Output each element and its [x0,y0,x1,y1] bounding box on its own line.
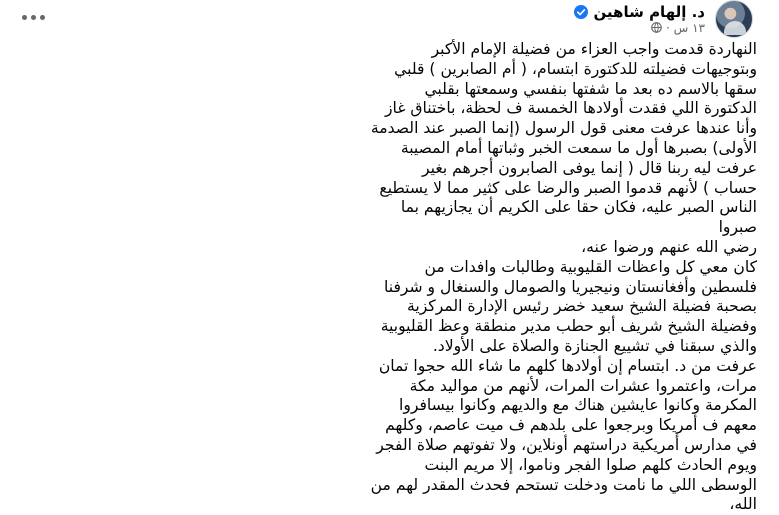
post-text [17,40,757,515]
globe-icon [651,22,662,33]
author-name[interactable]: د. إلهام شاهين [593,2,705,21]
post-text-line: عرفت من د. ابتسام إن أولادها كلهم ما شاء الله حجوا تمان [378,356,757,375]
post-time-row [574,21,705,35]
author-name-row [574,3,705,21]
post-text-line: في مدارس أمريكية دراستهم أونلاين، ولا تفوتهم صلاة الفجر [376,435,757,454]
post-text-line: وبتوجيهات فضيلته للدكتورة ابتسام، ( أم الصابرين ) قلبي [394,59,757,78]
post-text-line: كان معي كل واعظات القليوبية وطالبات وافدات من [424,257,757,276]
post-text-line: معهم ف أمريكا وبرجعوا على بلدهم ف ميت عاصم، وكلهم [385,416,757,435]
more-options-button[interactable] [16,6,50,28]
post-text-line: صبروا [718,218,757,237]
post-text-line: الله، [729,495,757,514]
verified-badge-icon [574,5,588,19]
post-meta [574,3,705,35]
post-text-line: وفضيلة الشيخ شريف أبو حطب مدير منطقة وعظ القليوبية [380,317,757,336]
post-text-line: سقها بالاسم ده بعد ما شفتها بنفسي وسمعتها بقلبي [424,79,757,98]
post-text-line: النهاردة قدمت واجب العزاء من فضيلة الإمام الأكبر [431,40,757,58]
post-text-line: وأنا عندها عرفت معنى قول الرسول (إنما الصبر عند الصدمة [370,119,757,138]
post-text-line: بصحبة فضيلة الشيخ سعيد خضر رئيس الإدارة المركزية [407,297,757,316]
post-text-line: مرات، واعتمروا عشرات المرات، لأنهم من مواليد مكة [409,376,757,395]
post-text-line: حساب ) لأنهم قدموا الصبر والرضا على كثير مما لا يستطيع [379,178,757,197]
post-text-line: فلسطين وأفغانستان ونيجيريا والصومال والسنغال و شرفنا [383,277,757,296]
post-text-line: رضي الله عنهم ورضوا عنه، [581,237,757,256]
post-text-line: الناس الصبر عليه، فكان حقا على الكريم أن يجازيهم بما [400,198,757,217]
post-header [574,0,753,38]
post-text-line: ويوم الحادث كلهم صلوا الفجر وناموا، إلا مريم البنت [424,455,757,474]
post-timestamp[interactable]: ١٣ س · [666,20,705,35]
more-options-icon [40,15,45,20]
post-text-line: الأولى) بصبرها أول ما سمعت الخبر وثباتها أمام المصيبة [400,138,757,157]
author-avatar[interactable] [715,0,753,38]
post-text-line: عرفت ليه ربنا قال ( إنما يوفى الصابرون أجرهم بغير [422,158,757,177]
post-text-line: الوسطى اللي ما نامت ودخلت تستحم فحدث المقدر لهم من [370,475,757,494]
post-text-line: المكرمة وكانوا عايشين هناك مع والديهم وكانوا بيسافروا [399,396,757,415]
post-text-line: الدكتورة اللي فقدت أولادها الخمسة ف لحظة، باختناق غاز [385,99,757,118]
post-text-line: والذي سبقنا في تشييع الجنازة والصلاة على الأولاد. [432,336,757,355]
